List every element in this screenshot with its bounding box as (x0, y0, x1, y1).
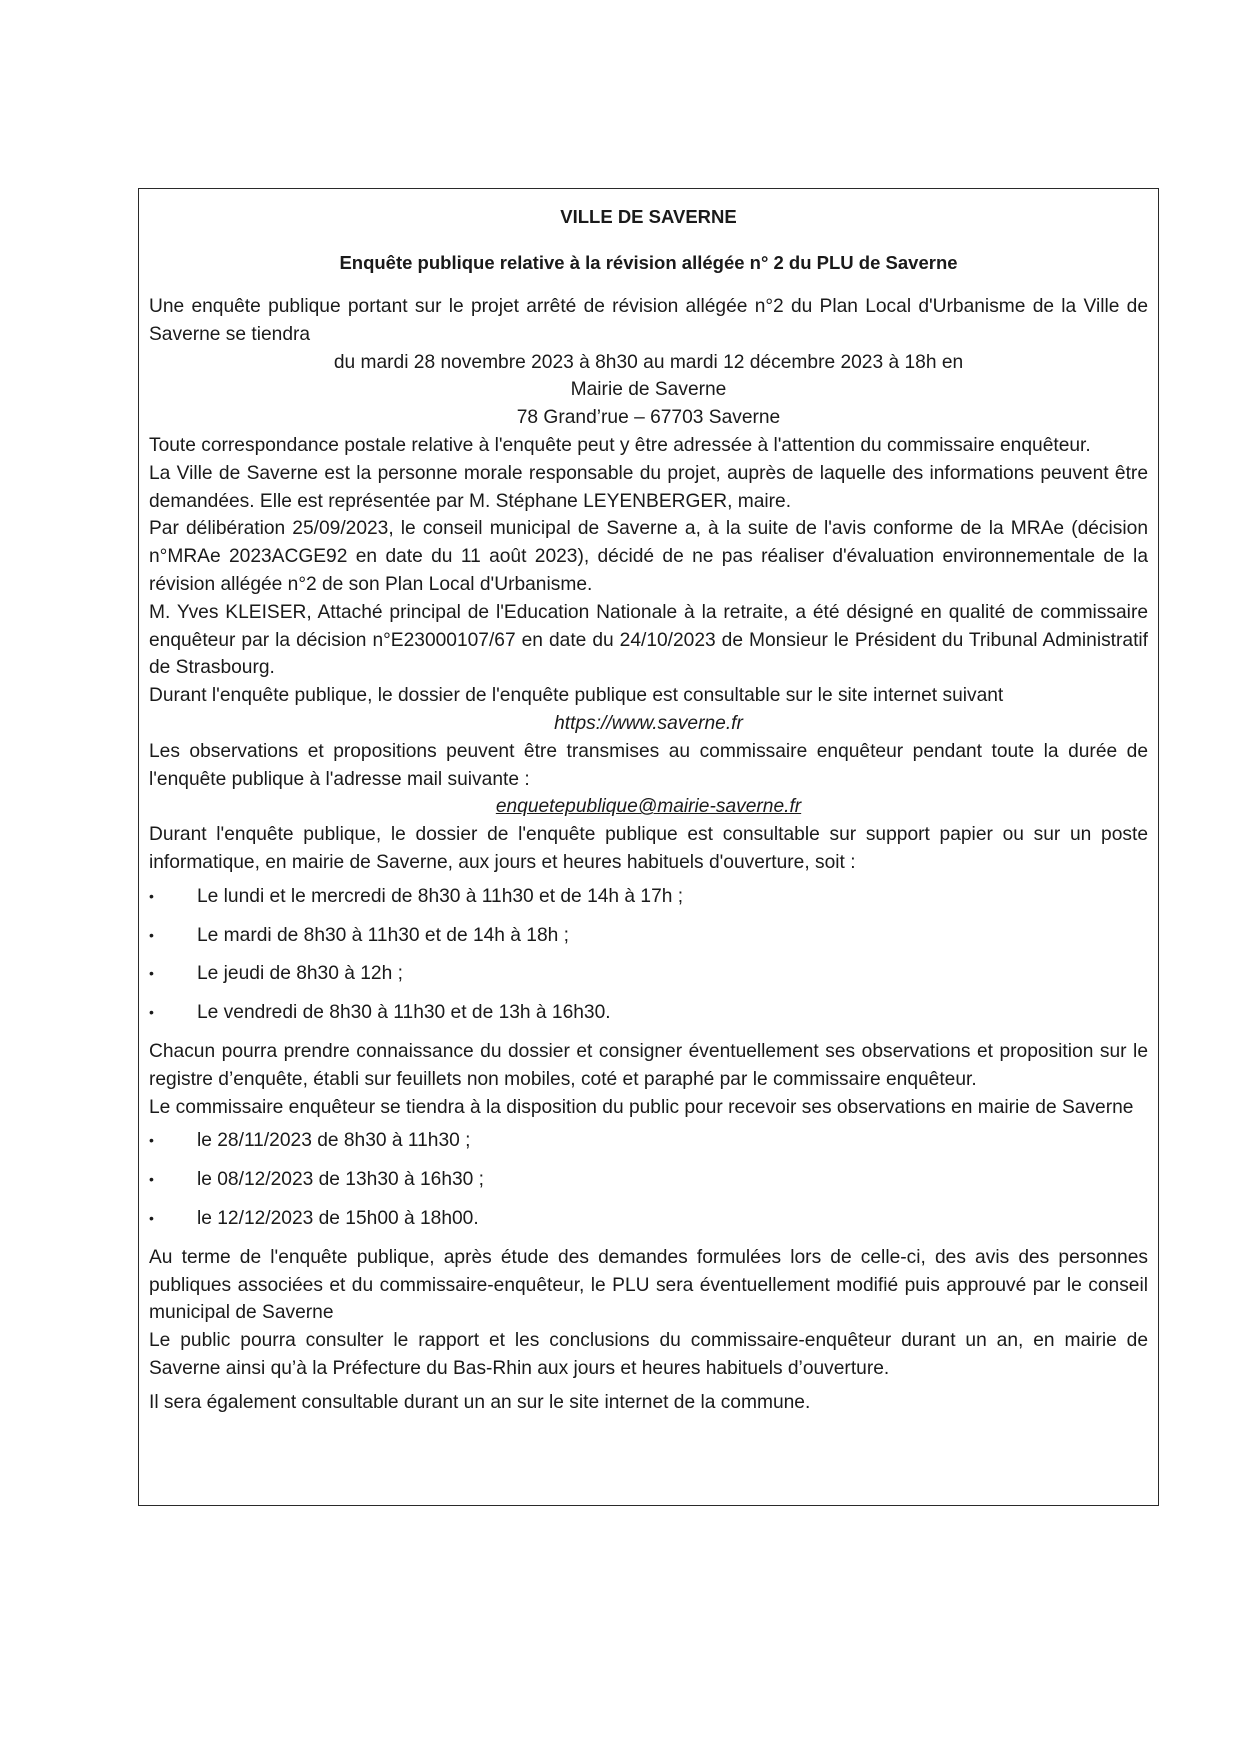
intro-paragraph: Une enquête publique portant sur le projet arrêté de révision allégée n°2 du Plan Local d'Urbanisme de la Ville de Saverne se tiendra (149, 296, 1148, 345)
dates-line: du mardi 28 novembre 2023 à 8h30 au mardi 12 décembre 2023 à 18h en (333, 351, 964, 373)
permanences-list (149, 1127, 1148, 1232)
list-item-text: Le mardi de 8h30 à 11h30 et de 14h à 18h ; (197, 924, 569, 946)
list-item (149, 1166, 1148, 1194)
consigner-paragraph: Chacun pourra prendre connaissance du dossier et consigner éventuellement ses observations et proposition sur le registre d’enquête, établi sur feuillets non mobiles, coté et paraphé par le commissaire enquêteur. (149, 1040, 1148, 1090)
bullet-icon: • (149, 926, 154, 943)
list-item-text: le 28/11/2023 de 8h30 à 11h30 ; (197, 1130, 471, 1152)
list-item-text: Le vendredi de 8h30 à 11h30 et de 13h à 16h30. (197, 1002, 611, 1024)
list-item (149, 922, 1148, 950)
bullet-icon: • (149, 887, 154, 904)
bullet-icon: • (149, 965, 154, 982)
website-link[interactable]: https://www.saverne.fr (554, 712, 743, 734)
list-item (149, 999, 1148, 1027)
list-item-text: le 08/12/2023 de 13h30 à 16h30 ; (197, 1169, 485, 1191)
list-item (149, 1127, 1148, 1155)
address-line: 78 Grand’rue – 67703 Saverne (516, 407, 781, 429)
notice-subtitle: Enquête publique relative à la révision allégée n° 2 du PLU de Saverne (339, 252, 958, 273)
list-item-text: Le jeudi de 8h30 à 12h ; (197, 963, 403, 985)
bullet-icon: • (149, 1004, 154, 1021)
terme-paragraph: Au terme de l'enquête publique, après étude des demandes formulées lors de celle-ci, des avis des personnes publiques associées et du commissaire-enquêteur, le PLU sera éventuellement modifié puis approuvé par le conseil municipal de Saverne (149, 1246, 1148, 1324)
deliberation-paragraph: Par délibération 25/09/2023, le conseil municipal de Saverne a, à la suite de l'avis conforme de la MRAe (décision n°MRAe 2023ACGE92 en date du 11 août 2023), décidé de ne pas réaliser d'évaluation environnementale de la révision allégée n°2 de son Plan Local d'Urbanisme. (149, 518, 1148, 595)
observations-mail-paragraph: Les observations et propositions peuvent être transmises au commissaire enquêteur pendant toute la durée de l'enquête publique à l'adresse mail suivante : (149, 740, 1148, 790)
rapport-paragraph: Le public pourra consulter le rapport et les conclusions du commissaire-enquêteur durant un an, en mairie de Saverne ainsi qu’à la Préfecture du Bas-Rhin aux jours et heures habituels d’ouverture. (149, 1330, 1148, 1379)
place-line: Mairie de Saverne (570, 379, 727, 401)
opening-hours-list (149, 883, 1148, 1027)
internet-commune-paragraph: Il sera également consultable durant un an sur le site internet de la commune. (149, 1391, 811, 1413)
list-item (149, 960, 1148, 988)
list-item (149, 883, 1148, 911)
list-item (149, 1205, 1148, 1233)
notice-title: VILLE DE SAVERNE (560, 206, 737, 227)
commissaire-paragraph: M. Yves KLEISER, Attaché principal de l'Education Nationale à la retraite, a été désigné en qualité de commissaire enquêteur par la décision n°E23000107/67 en date du 24/10/2023 de Monsieur le Président du Tribunal Administratif de Strasbourg. (149, 601, 1148, 679)
bullet-icon: • (149, 1171, 154, 1188)
notice-frame (138, 188, 1159, 1506)
list-item-text: Le lundi et le mercredi de 8h30 à 11h30 et de 14h à 17h ; (197, 885, 684, 907)
bullet-icon: • (149, 1132, 154, 1149)
email-link[interactable]: enquetepublique@mairie-saverne.fr (495, 796, 802, 818)
correspondance-paragraph: Toute correspondance postale relative à l'enquête peut y être adressée à l'attention du commissaire enquêteur. (149, 434, 1091, 456)
bullet-icon: • (149, 1209, 154, 1226)
dossier-papier-paragraph: Durant l'enquête publique, le dossier de l'enquête publique est consultable sur support papier ou sur un poste informatique, en mairie de Saverne, aux jours et heures habituels d'ouverture, soit : (149, 824, 1148, 873)
responsable-paragraph: La Ville de Saverne est la personne morale responsable du projet, auprès de laquelle des informations peuvent être demandées. Elle est représentée par M. Stéphane LEYENBERGER, maire. (149, 462, 1148, 512)
list-item-text: le 12/12/2023 de 15h00 à 18h00. (197, 1207, 479, 1229)
permanences-intro-paragraph: Le commissaire enquêteur se tiendra à la disposition du public pour recevoir ses observations en mairie de Saverne (149, 1096, 1134, 1118)
dossier-internet-paragraph: Durant l'enquête publique, le dossier de l'enquête publique est consultable sur le site internet suivant (149, 685, 1004, 707)
